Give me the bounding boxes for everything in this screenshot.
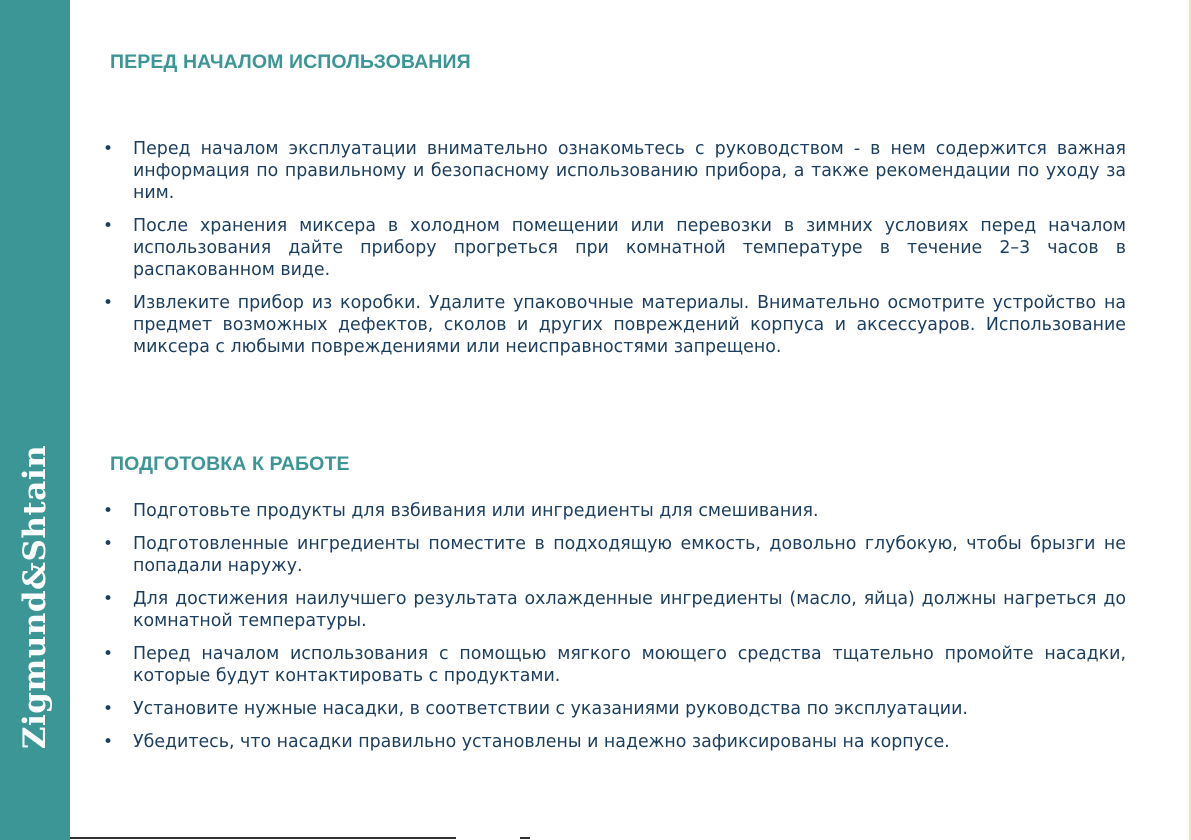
list-item xyxy=(102,500,1126,522)
bullet-icon: • xyxy=(103,699,114,719)
brand-logo: Zigmund&Shtain xyxy=(17,444,53,750)
bullet-icon: • xyxy=(103,589,114,609)
bullet-icon: • xyxy=(103,732,114,752)
list-item xyxy=(102,731,1126,753)
section-title-preparation: ПОДГОТОВКА К РАБОТЕ xyxy=(110,453,350,475)
list-item xyxy=(102,533,1126,577)
list-item-text: Убедитесь, что насадки правильно установлены и надежно зафиксированы на корпусе. xyxy=(133,732,950,752)
list-item-text: Извлеките прибор из коробки. Удалите упаковочные материалы. Внимательно осмотрите устройство на предмет возможных дефектов, сколов и других повреждений корпуса и аксессуаров. Использование миксера с любыми повреждениями или неисправностями запрещено. xyxy=(133,293,1126,357)
list-item-text: После хранения миксера в холодном помещении или перевозки в зимних условиях перед началом использования дайте прибору прогреться при комнатной температуре в течение 2–3 часов в распакованном виде. xyxy=(133,216,1126,280)
list-item xyxy=(102,292,1126,358)
list-item-text: Перед началом эксплуатации внимательно ознакомьтесь с руководством - в нем содержится важная информация по правильному и безопасному использованию прибора, а также рекомендации по уходу за ним. xyxy=(133,139,1126,203)
section-title-before-use: ПЕРЕД НАЧАЛОМ ИСПОЛЬЗОВАНИЯ xyxy=(110,51,471,73)
list-item xyxy=(102,215,1126,281)
list-item-text: Установите нужные насадки, в соответствии с указаниями руководства по эксплуатации. xyxy=(133,699,968,719)
brand-sidebar xyxy=(0,0,70,840)
list-item xyxy=(102,138,1126,204)
before-use-list xyxy=(102,138,1126,369)
list-item xyxy=(102,643,1126,687)
bottom-rule-tick xyxy=(520,837,530,839)
list-item-text: Для достижения наилучшего результата охлажденные ингредиенты (масло, яйца) должны нагреться до комнатной температуры. xyxy=(133,589,1126,631)
bullet-icon: • xyxy=(103,293,114,313)
bullet-icon: • xyxy=(103,501,114,521)
bullet-icon: • xyxy=(103,534,114,554)
bottom-rule xyxy=(70,837,456,839)
list-item xyxy=(102,698,1126,720)
list-item-text: Подготовьте продукты для взбивания или ингредиенты для смешивания. xyxy=(133,501,819,521)
list-item-text: Подготовленные ингредиенты поместите в подходящую емкость, довольно глубокую, чтобы брызги не попадали наружу. xyxy=(133,534,1126,576)
bullet-icon: • xyxy=(103,644,114,664)
bullet-icon: • xyxy=(103,139,114,159)
preparation-list xyxy=(102,500,1126,764)
list-item-text: Перед началом использования с помощью мягкого моющего средства тщательно промойте насадки, которые будут контактировать с продуктами. xyxy=(133,644,1126,686)
list-item xyxy=(102,588,1126,632)
bullet-icon: • xyxy=(103,216,114,236)
